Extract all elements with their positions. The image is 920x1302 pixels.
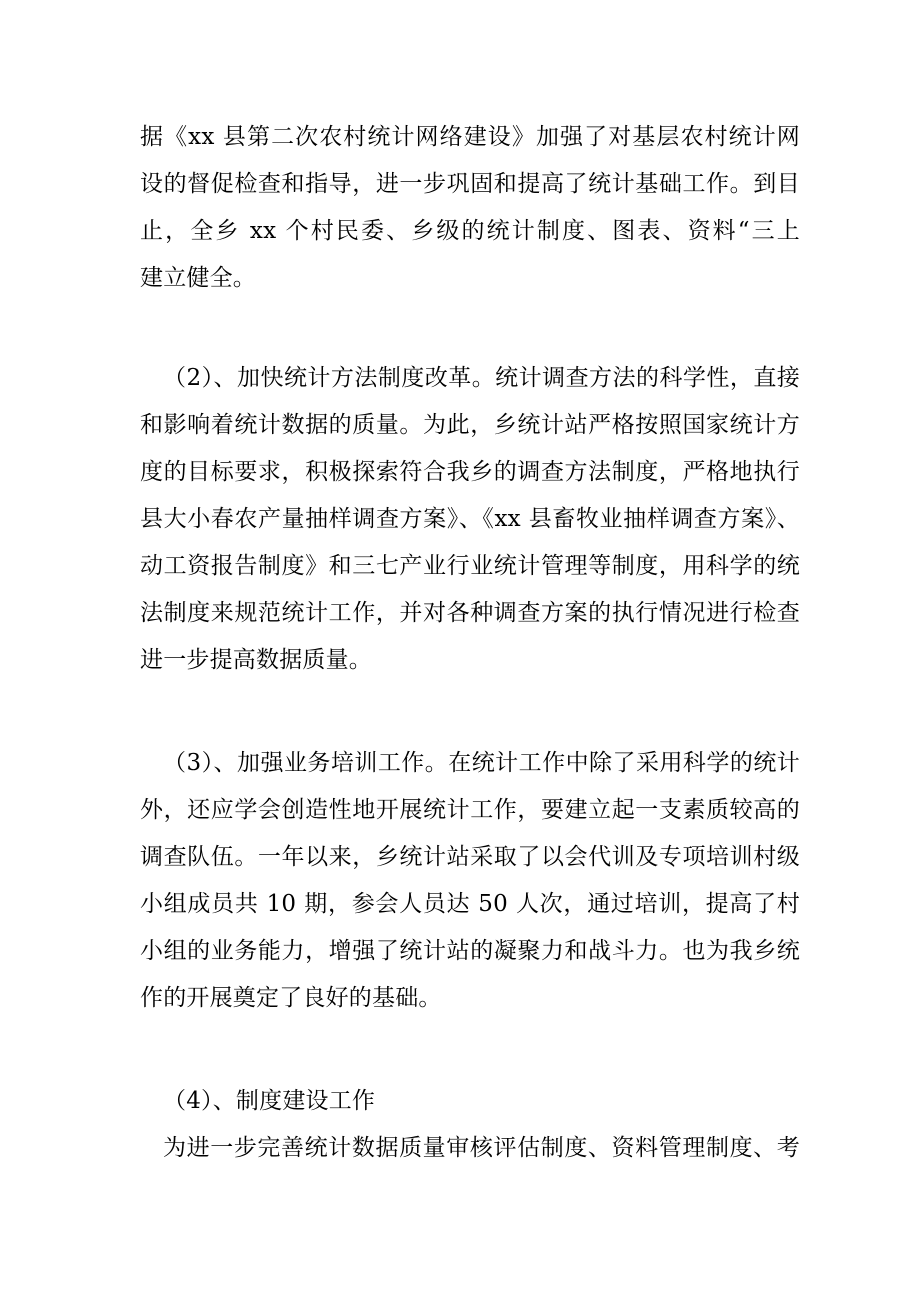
paragraph-line: 据《xx 县第二次农村统计网络建设》加强了对基层农村统计网 bbox=[140, 124, 800, 150]
paragraph-line: 动工资报告制度》和三七产业行业统计管理等制度，用科学的统 bbox=[140, 553, 800, 579]
paragraph-line: 度的目标要求，积极探索符合我乡的调查方法制度，严格地执行 bbox=[140, 459, 800, 485]
paragraph-line: 小组的业务能力，增强了统计站的凝聚力和战斗力。也为我乡统 bbox=[140, 938, 800, 964]
section-heading: （4）、制度建设工作 bbox=[163, 1088, 376, 1114]
paragraph-line: 外，还应学会创造性地开展统计工作，要建立起一支素质较高的 bbox=[140, 797, 800, 823]
paragraph-line: （3）、加强业务培训工作。在统计工作中除了采用科学的统计 bbox=[163, 750, 800, 776]
paragraph-line: （2）、加快统计方法制度改革。统计调查方法的科学性，直接 bbox=[163, 365, 800, 391]
paragraph-line: 作的开展奠定了良好的基础。 bbox=[140, 985, 442, 1011]
paragraph-line: 建立健全。 bbox=[140, 265, 256, 291]
paragraph-line: 设的督促检查和指导，进一步巩固和提高了统计基础工作。到目 bbox=[140, 171, 800, 197]
paragraph-line: 和影响着统计数据的质量。为此，乡统计站严格按照国家统计方 bbox=[140, 412, 800, 438]
paragraph-line: 为进一步完善统计数据质量审核评估制度、资料管理制度、考 bbox=[163, 1135, 800, 1161]
paragraph-line: 止，全乡 xx 个村民委、乡级的统计制度、图表、资料“三上 bbox=[140, 218, 800, 244]
paragraph-line: 法制度来规范统计工作，并对各种调查方案的执行情况进行检查 bbox=[140, 600, 800, 626]
paragraph-line: 小组成员共 10 期，参会人员达 50 人次，通过培训，提高了村 bbox=[140, 891, 800, 917]
paragraph-line: 进一步提高数据质量。 bbox=[140, 647, 372, 673]
paragraph-line: 调查队伍。一年以来，乡统计站采取了以会代训及专项培训村级 bbox=[140, 844, 800, 870]
paragraph-line: 县大小春农产量抽样调查方案》、《xx 县畜牧业抽样调查方案》、 bbox=[140, 506, 800, 532]
